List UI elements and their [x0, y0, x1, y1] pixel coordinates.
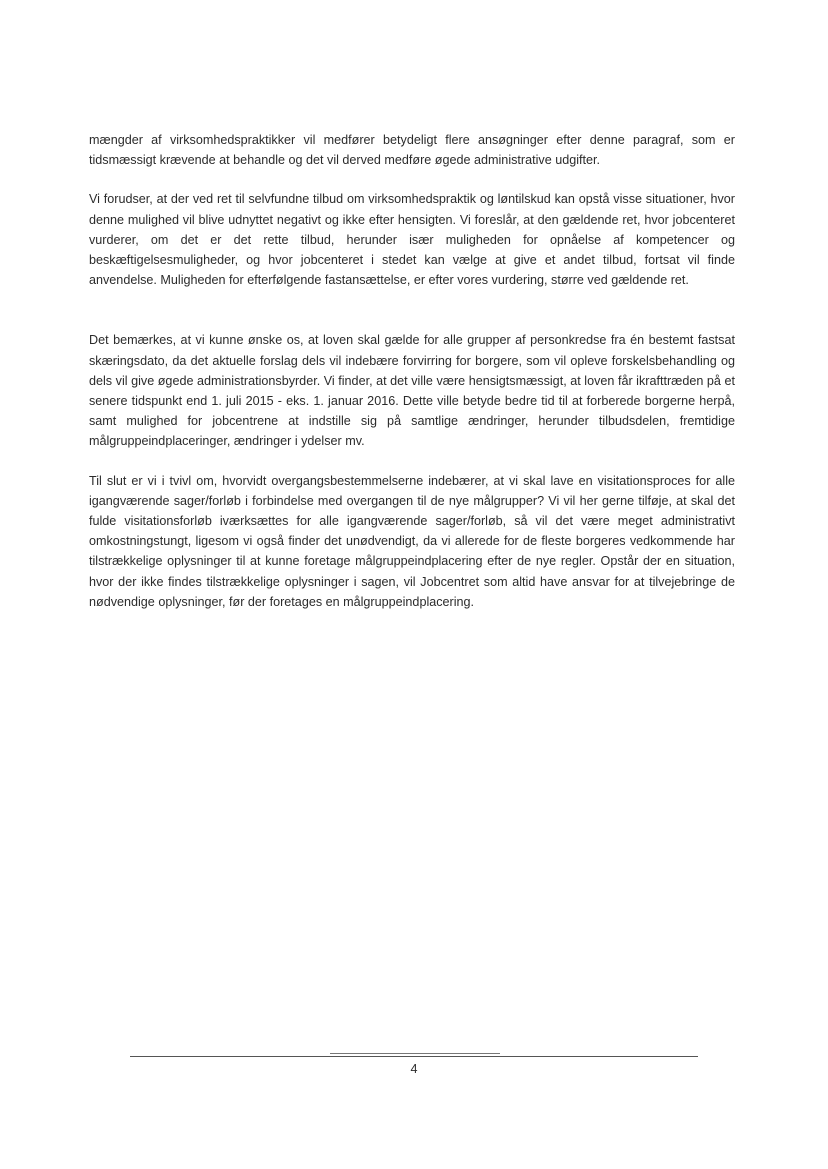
- page-number: 4: [410, 1062, 418, 1076]
- footer-divider: [130, 1056, 698, 1057]
- document-body: [89, 130, 735, 631]
- footer-divider-upper: [330, 1053, 500, 1054]
- paragraph-transition-rules: Til slut er vi i tvivl om, hvorvidt overgangsbestemmelserne indebærer, at vi skal lave en visitationsproces for alle igangværende sager/forløb i forbindelse med overgangen til de nye målgrupper? Vi vil her gerne tilføje, at skal det fulde visitationsforløb iværksættes for alle igangværende sager/forløb, så vil det være meget administrativt omkostningstungt, ligesom vi også finder det unødvendigt, da vi allerede for de fleste borgeres vedkommende har tilstrækkelige oplysninger til at kunne foretage målgruppeindplacering efter de nye regler. Opstår der en situation, hvor der ikke findes tilstrækkelige oplysninger i sagen, vil Jobcentret som altid have ansvar for at tilvejebringe de nødvendige oplysninger, før der foretages en målgruppeindplacering.: [89, 473, 735, 609]
- paragraph-self-found-offers: Vi forudser, at der ved ret til selvfundne tilbud om virksomhedspraktik og løntilskud kan opstå visse situationer, hvor denne mulighed vil blive udnyttet negativt og ikke efter hensigten. Vi foreslår, at den gældende ret, hvor jobcenteret vurderer, om det er det rette tilbud, herunder især muligheden for opnåelse af kompetencer og beskæftigelsesmuligheder, og hvor jobcenteret i stedet kan vælge at give et andet tilbud, fortsat vil finde anvendelse. Muligheden for efterfølgende fastansættelse, er efter vores vurdering, større ved gældende ret.: [89, 192, 735, 288]
- paragraph-effective-date: Det bemærkes, at vi kunne ønske os, at loven skal gælde for alle grupper af personkredse fra én bestemt fastsat skæringsdato, da det aktuelle forslag dels vil indebære forvirring for borgere, som vil opleve forskelsbehandling og dels vil give øgede administrationsbyrder. Vi finder, at det ville være hensigtsmæssigt, at loven får ikrafttræden på et senere tidspunkt end 1. juli 2015 - eks. 1. januar 2016. Dette ville betyde bedre tid til at forberede borgerne herpå, samt mulighed for jobcentrene at indstille sig på samtlige ændringer, herunder tilbudsdelen, fremtidige målgruppeindplaceringer, ændringer i ydelser mv.: [89, 333, 735, 449]
- paragraph-administrative-costs: mængder af virksomhedspraktikker vil medfører betydeligt flere ansøgninger efter denne paragraf, som er tidsmæssigt krævende at behandle og det vil derved medføre øgede administrative udgifter.: [89, 133, 735, 168]
